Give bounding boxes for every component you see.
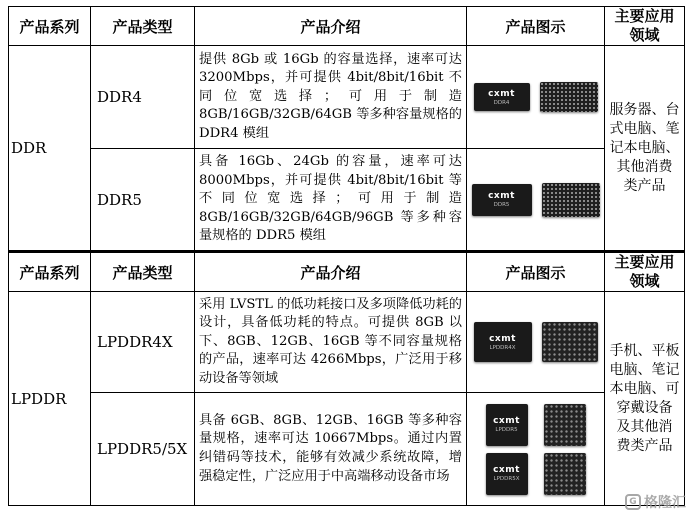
image-cell	[467, 393, 605, 506]
chip-model-label: LPDDR5X	[493, 476, 520, 482]
lpddr-header-row	[9, 252, 685, 292]
table-row	[9, 46, 685, 149]
chip-model-label: DDR4	[493, 99, 510, 106]
image-cell	[467, 149, 605, 252]
type-cell: LPDDR4X	[91, 292, 195, 393]
intro-cell: 提供 8Gb 或 16Gb 的容量选择，速率可达 3200Mbps，并可提供 4bit/8bit/16bit 不同位宽选择；可用于制造 8GB/16GB/32GB/64GB 等多种容量规格的 DDR4 模组	[195, 46, 467, 149]
header-intro: 产品介绍	[195, 7, 467, 46]
chip-model-label: DDR5	[493, 202, 510, 208]
type-cell: DDR5	[91, 149, 195, 252]
type-cell: LPDDR5/5X	[91, 393, 195, 506]
header-image: 产品图示	[467, 252, 605, 292]
header-image: 产品图示	[467, 7, 605, 46]
header-series: 产品系列	[9, 7, 91, 46]
app-cell-ddr: 服务器、台 式电脑、笔 记本电脑、 其他消费 类产品	[605, 46, 685, 252]
chip-model-label: LPDDR5	[495, 427, 518, 433]
chip-bottom-image	[542, 183, 600, 217]
header-app: 主要应用 领域	[605, 7, 685, 46]
watermark-logo-icon: G	[625, 494, 641, 510]
app-cell-lpddr: 手机、平板 电脑、笔记 本电脑、可 穿戴设备 及其他消 费类产品	[605, 292, 685, 506]
chip-top-image	[474, 83, 530, 111]
header-type: 产品类型	[91, 7, 195, 46]
table-row	[9, 292, 685, 393]
table-row	[9, 149, 685, 252]
chip-bottom-image	[542, 322, 598, 362]
intro-cell: 具备 6GB、8GB、12GB、16GB 等多种容量规格，速率可达 10667Mbps。通过内置纠错码等技术，能够有效减少系统故障，增强稳定性，广泛应用于中高端移动设备市场	[195, 393, 467, 506]
chip-brand-label: cxmt	[493, 465, 520, 475]
watermark	[625, 492, 686, 512]
table-row	[9, 393, 685, 506]
series-cell-ddr: DDR	[9, 46, 91, 252]
chip-brand-label: cxmt	[488, 191, 515, 201]
chip-brand-label: cxmt	[488, 88, 515, 99]
product-table	[8, 6, 685, 506]
product-table-container	[8, 6, 684, 506]
chip-model-label: LPDDR4X	[489, 344, 516, 351]
chip-image-c	[486, 453, 528, 495]
header-intro: 产品介绍	[195, 252, 467, 292]
header-app: 主要应用 领域	[605, 252, 685, 292]
chip-image-b	[544, 404, 586, 446]
intro-cell: 具备 16Gb、24Gb 的容量，速率可达 8000Mbps，并可提供 4bit/8bit/16bit 等不同位宽选择；可用于制造 8GB/16GB/32GB/64GB/96GB 等多种容量规格的 DDR5 模组	[195, 149, 467, 252]
image-cell	[467, 292, 605, 393]
intro-cell: 采用 LVSTL 的低功耗接口及多项降低功耗的设计，具备低功耗的特点。可提供 8GB 以下、8GB、12GB、16GB 等不同容量规格的产品，速率可达 4266Mbps，广泛用于移动设备等领域	[195, 292, 467, 393]
type-cell: DDR4	[91, 46, 195, 149]
chip-brand-label: cxmt	[493, 416, 520, 426]
header-series: 产品系列	[9, 252, 91, 292]
chip-image-a	[486, 404, 528, 446]
watermark-text: 格隆汇	[644, 495, 686, 511]
ddr-header-row	[9, 7, 685, 46]
image-cell	[467, 46, 605, 149]
chip-image-d	[544, 453, 586, 495]
series-cell-lpddr: LPDDR	[9, 292, 91, 506]
chip-top-image	[472, 184, 532, 216]
header-type: 产品类型	[91, 252, 195, 292]
chip-bottom-image	[540, 82, 598, 112]
chip-brand-label: cxmt	[489, 333, 516, 344]
chip-top-image	[474, 322, 532, 362]
